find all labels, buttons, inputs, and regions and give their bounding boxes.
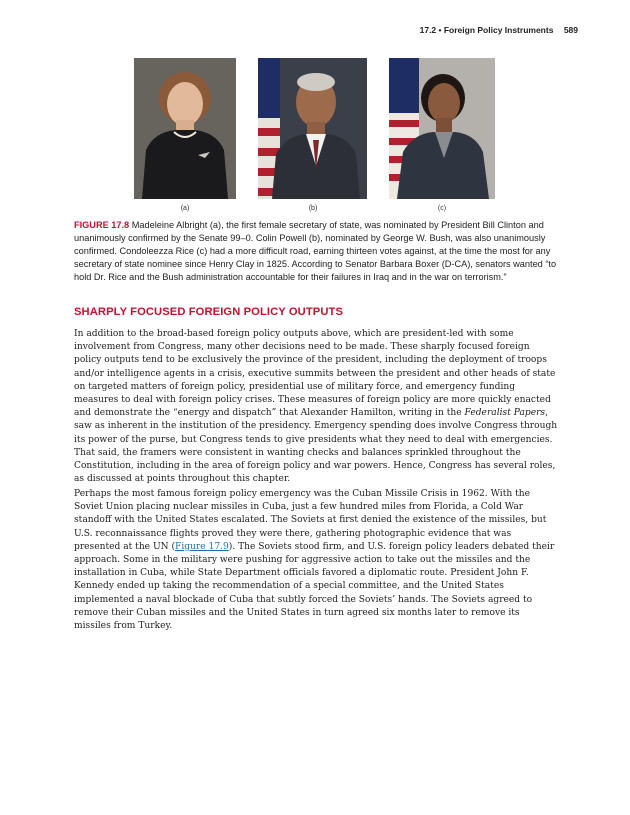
- photo-label-c: (c): [437, 205, 447, 212]
- photo-rice: [389, 58, 495, 199]
- page-number: 589: [563, 25, 578, 35]
- header-section: 17.2 • Foreign Policy Instruments: [419, 25, 554, 35]
- paragraph-2: [74, 488, 558, 633]
- figure-photos: [0, 58, 630, 218]
- running-header: [420, 25, 578, 35]
- photo-albright: [134, 58, 236, 199]
- para1-text-a: In addition to the broad-based foreign policy outputs above, which are president-led with some involvement from Congress, many other decisions need to be made. These sharply focused foreign policy outputs tend to be exclusively the province of the president, including the deployment of troops and/or intelligence agents in a crisis, executive summits between the president and other heads of state on targeted matters of foreign policy, presidential use of military force, and emergency funding measures to deal with foreign policy crises. These measures of foreign policy are more quickly enacted and demonstrate the “energy and dispatch” that Alexander Hamilton, writing in the: [74, 329, 556, 419]
- photo-powell: [258, 58, 367, 199]
- section-heading: SHARPLY FOCUSED FOREIGN POLICY OUTPUTS: [74, 306, 344, 318]
- federalist-papers-title: Federalist Papers: [464, 408, 546, 419]
- figure-label: FIGURE 17.8: [74, 220, 130, 230]
- para2-text-b: ). The Soviets stood firm, and U.S. foreign policy leaders debated their approach. Some in the military were pushing for aggressive action to take out the missiles and the installation in Cuba, while State Department officials favored a diplomatic route. President John F. Kennedy ended up taking the recommendation of a special committee, and the United States implemented a naval blockade of Cuba that subtly forced the Soviets’ hands. The Soviets agreed to remove their Cuban missiles and the United States in turn agreed six months later to remove its missiles from Turkey.: [74, 541, 555, 632]
- caption-text: Madeleine Albright (a), the first female secretary of state, was nominated by President Bill Clinton and unanimously confirmed by the Senate 99–0. Colin Powell (b), nominated by George W. Bush, was also unanimously confirmed. Condoleezza Rice (c) had a more difficult road, earning thirteen votes against, at the time the most for any secretary of state nominee since Henry Clay in 1825. According to Senator Barbara Boxer (D-CA), senators wanted “to hold Dr. Rice and the Bush administration accountable for their failures in Iraq and in the war on terrorism.”: [74, 220, 557, 282]
- para1-text-b: , saw as inherent in the institution of the presidency. Emergency spending does involve Congress through its power of the purse, but Congress tends to give presidents what they need to deal with emergencies. That said, the framers were consistent in wanting checks and balances sprinkled throughout the Constitution, including in the area of foreign policy and war powers. Hence, Congress has several roles, as discussed at points throughout this chapter.: [74, 408, 558, 485]
- photo-label-b: (b): [308, 205, 318, 212]
- photo-label-a: (a): [180, 205, 190, 212]
- para2-text-a: Perhaps the most famous foreign policy emergency was the Cuban Missile Crisis in 1962. With the Soviet Union placing nuclear missiles in Cuba, just a few hundred miles from Florida, a Cold War standoff with the United States escalated. The Soviets at first denied the existence of the missiles, but U.S. reconnaissance flights proved they were there, gathering photographic evidence that was presented at the UN (: [74, 489, 547, 552]
- figure-17-9-link[interactable]: Figure 17.9: [175, 541, 229, 552]
- paragraph-1: [74, 328, 558, 486]
- figure-caption: [74, 219, 564, 284]
